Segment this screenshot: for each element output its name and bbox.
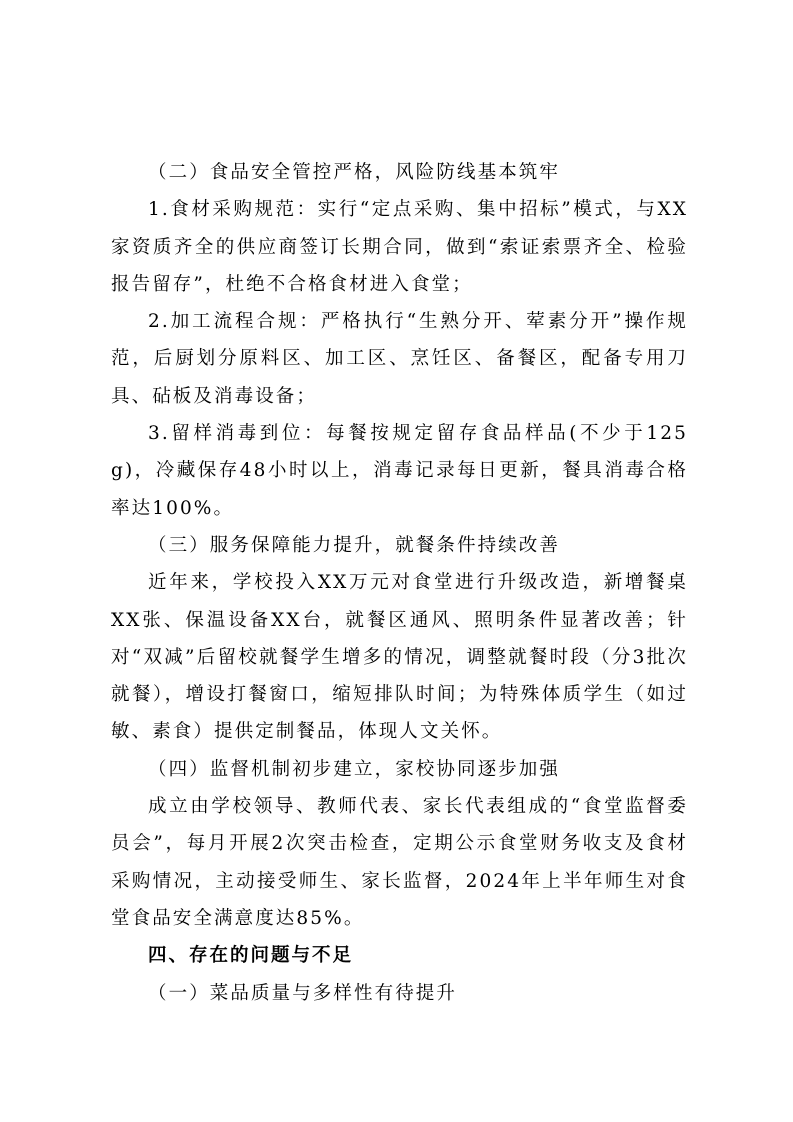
paragraph-sampling-disinfection: 3.留样消毒到位：每餐按规定留存食品样品(不少于125g)，冷藏保存48小时以上，消毒记录每日更新，餐具消毒合格率达100%。 — [111, 423, 688, 519]
paragraph-supervision-committee: 成立由学校领导、教师代表、家长代表组成的“食堂监督委员会”，每月开展2次突击检查，定期公示食堂财务收支及食材采购情况，主动接受师生、家长监督，2024年上半年师生对食堂食品安全满意度达85%。 — [111, 796, 688, 929]
section-heading-supervision: （四）监督机制初步建立，家校协同逐步加强 — [148, 758, 561, 780]
paragraph-service-improvement: 近年来，学校投入XX万元对食堂进行升级改造，新增餐桌XX张、保温设备XX台，就餐区通风、照明条件显著改善；针对“双减”后留校就餐学生增多的情况，调整就餐时段（分3批次就餐），增设打餐窗口，缩短排队时间；为特殊体质学生（如过敏、素食）提供定制餐品，体现人文关怀。 — [111, 572, 688, 743]
section-heading-dish-quality: （一）菜品质量与多样性有待提升 — [148, 982, 458, 1004]
paragraph-processing: 2.加工流程合规：严格执行“生熟分开、荤素分开”操作规范，后厨划分原料区、加工区、烹饪区、备餐区，配备专用刀具、砧板及消毒设备； — [111, 311, 688, 407]
chapter-heading-problems: 四、存在的问题与不足 — [148, 945, 354, 967]
paragraph-procurement: 1.食材采购规范：实行“定点采购、集中招标”模式，与XX家资质齐全的供应商签订长期合同，做到“索证索票齐全、检验报告留存”，杜绝不合格食材进入食堂； — [111, 199, 688, 295]
section-heading-service: （三）服务保障能力提升，就餐条件持续改善 — [148, 534, 561, 556]
section-heading-food-safety: （二）食品安全管控严格，风险防线基本筑牢 — [148, 162, 561, 183]
